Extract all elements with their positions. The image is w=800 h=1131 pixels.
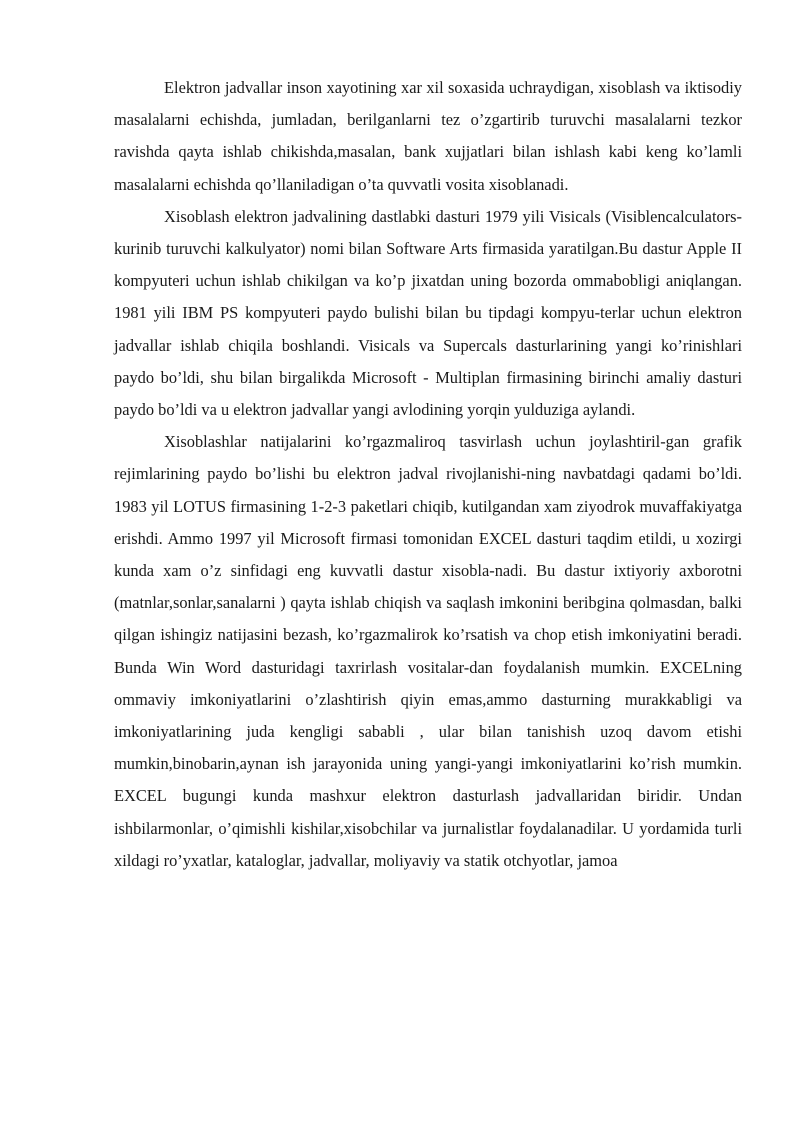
paragraph-history: Xisoblash elektron jadvalining dastlabki dasturi 1979 yili Visicals (Visiblencalculators-kurinib turuvchi kalkulyator) nomi bilan Software Arts firmasida yaratilgan.Bu dastur Apple II kompyuteri uchun ishlab chikilgan va ko’p jixatdan uning bozorda ommabobligi aniqlangan. 1981 yili IBM PS kompyuteri paydo bulishi bilan bu tipdagi kompyu-terlar uchun elektron jadvallar ishlab chiqila boshlandi. Visicals va Supercals dasturlarining yangi ko’rinishlari paydo bo’ldi, shu bilan birgalikda Microsoft - Multiplan firmasining birinchi amaliy dasturi paydo bo’ldi va u elektron jadvallar yangi avlodining yorqin yulduziga aylandi. — [114, 206, 742, 420]
paragraph-excel: Xisoblashlar natijalarini ko’rgazmaliroq tasvirlash uchun joylashtiril-gan grafik rejimlarining paydo bo’lishi bu elektron jadval rivojlanishi-ning navbatdagi qadami bo’ldi. 1983 yil LOTUS firmasining 1-2-3 paketlari chiqib, kutilgandan xam ziyodrok muvaffakiyatga erishdi. Ammo 1997 yil Microsoft firmasi tomonidan EXCEL dasturi taqdim etildi, u xozirgi kunda xam o’z sinfidagi eng kuvvatli dastur xisobla-nadi. Bu dastur ixtiyoriy axborotni (matnlar,sonlar,sanalarni ) qayta ishlab chiqish va saqlash imkonini beribgina qolmasdan, balki qilgan ishingiz natijasini bezash, ko’rgazmalirok ko’rsatish va chop etish imkoniyatini beradi. Bunda Win Word dasturidagi taxrirlash vositalar-dan foydalanish mumkin. EXCELning ommaviy imkoniyatlarini o’zlashtirish qiyin emas,ammo dasturning murakkabligi va imkoniyatlarining juda kengligi sababli , ular bilan tanishish uzoq davom etishi mumkin,binobarin,aynan ish jarayonida uning yangi-yangi imkoniyatlarini ko’rish mumkin. EXCEL bugungi kunda mashxur elektron dasturlash jadvallaridan biridir. Undan ishbilarmonlar, o’qimishli kishilar,xisobchilar va jurnalistlar foydalanadilar. U yordamida turli xildagi ro’yxatlar, kataloglar, jadvallar, moliyaviy va statik otchyotlar, jamoa — [114, 432, 742, 870]
paragraph-intro: Elektron jadvallar inson xayotining xar xil soxasida uchraydigan, xisoblash va iktisodiy masalalarni echishda, jumladan, berilganlarni tez o’zgartirib turuvchi masalalarni tezkor ravishda qayta ishlab chikishda,masalan, bank xujjatlari bilan ishlash kabi keng ko’lamli masalalarni echishda qo’llaniladigan o’ta quvvatli vosita xisoblanadi. — [114, 78, 742, 194]
body-text — [114, 72, 742, 877]
